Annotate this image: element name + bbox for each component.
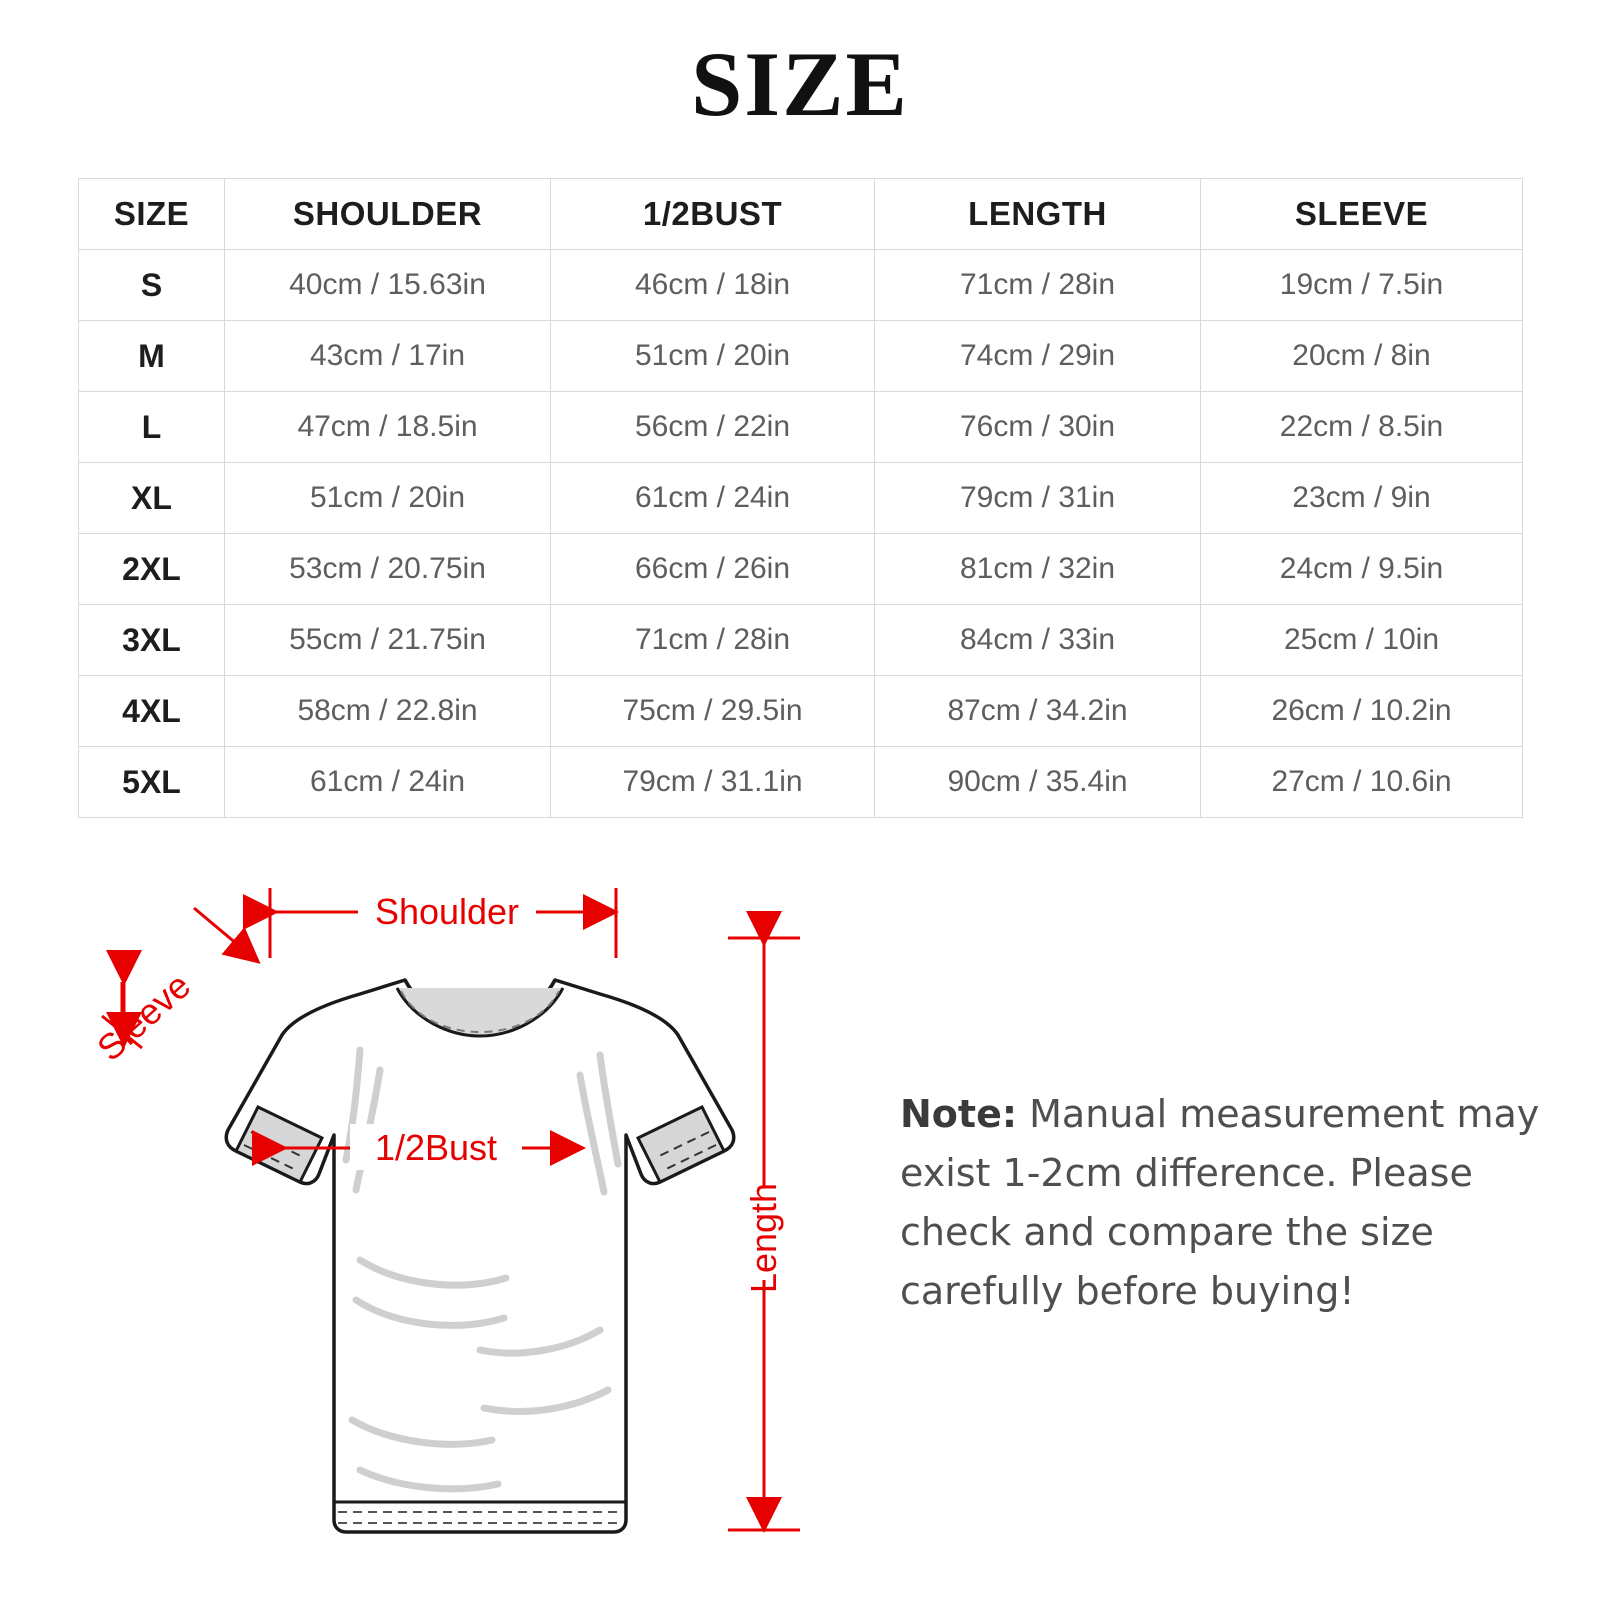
cell-sleeve: 23cm / 9in	[1201, 463, 1523, 534]
cell-bust: 71cm / 28in	[551, 605, 875, 676]
column-header-bust: 1/2BUST	[551, 179, 875, 250]
table-row	[79, 534, 1523, 605]
note-text: Manual measurement may exist 1-2cm difference. Please check and compare the size carefully before buying!	[900, 1092, 1540, 1313]
page-title: SIZE	[691, 33, 909, 135]
label-sleeve: Sleeve	[89, 964, 199, 1069]
annotation-shoulder	[270, 888, 616, 958]
cell-sleeve: 22cm / 8.5in	[1201, 392, 1523, 463]
cell-bust: 61cm / 24in	[551, 463, 875, 534]
table-row	[79, 392, 1523, 463]
column-header-sleeve: SLEEVE	[1201, 179, 1523, 250]
table-row	[79, 250, 1523, 321]
label-bust: 1/2Bust	[374, 1127, 498, 1168]
cell-length: 79cm / 31in	[875, 463, 1201, 534]
cell-size: 2XL	[79, 534, 225, 605]
table-row	[79, 463, 1523, 534]
cell-size: 4XL	[79, 676, 225, 747]
size-chart-table	[78, 178, 1523, 818]
note-block	[900, 1085, 1540, 1321]
label-shoulder: Shoulder	[374, 891, 520, 932]
cell-size: XL	[79, 463, 225, 534]
cell-sleeve: 24cm / 9.5in	[1201, 534, 1523, 605]
cell-size: S	[79, 250, 225, 321]
cell-shoulder: 61cm / 24in	[225, 747, 551, 818]
cell-shoulder: 58cm / 22.8in	[225, 676, 551, 747]
measurement-diagram	[60, 830, 860, 1570]
note-label: Note:	[900, 1092, 1018, 1136]
column-header-size: SIZE	[79, 179, 225, 250]
cell-shoulder: 40cm / 15.63in	[225, 250, 551, 321]
table-row	[79, 676, 1523, 747]
cell-length: 90cm / 35.4in	[875, 747, 1201, 818]
cell-size: M	[79, 321, 225, 392]
cell-shoulder: 53cm / 20.75in	[225, 534, 551, 605]
cell-shoulder: 47cm / 18.5in	[225, 392, 551, 463]
cell-sleeve: 27cm / 10.6in	[1201, 747, 1523, 818]
cell-sleeve: 25cm / 10in	[1201, 605, 1523, 676]
cell-shoulder: 43cm / 17in	[225, 321, 551, 392]
cell-length: 84cm / 33in	[875, 605, 1201, 676]
annotation-length	[708, 938, 820, 1530]
column-header-length: LENGTH	[875, 179, 1201, 250]
cell-length: 81cm / 32in	[875, 534, 1201, 605]
tshirt-illustration	[226, 980, 733, 1532]
cell-shoulder: 55cm / 21.75in	[225, 605, 551, 676]
cell-size: 5XL	[79, 747, 225, 818]
cell-sleeve: 26cm / 10.2in	[1201, 676, 1523, 747]
cell-sleeve: 19cm / 7.5in	[1201, 250, 1523, 321]
cell-length: 87cm / 34.2in	[875, 676, 1201, 747]
table-row	[79, 605, 1523, 676]
cell-bust: 56cm / 22in	[551, 392, 875, 463]
cell-length: 74cm / 29in	[875, 321, 1201, 392]
annotation-sleeve	[89, 908, 256, 1069]
label-length: Length	[743, 1182, 784, 1294]
cell-bust: 75cm / 29.5in	[551, 676, 875, 747]
cell-length: 76cm / 30in	[875, 392, 1201, 463]
column-header-shoulder: SHOULDER	[225, 179, 551, 250]
cell-size: 3XL	[79, 605, 225, 676]
cell-sleeve: 20cm / 8in	[1201, 321, 1523, 392]
cell-bust: 51cm / 20in	[551, 321, 875, 392]
table-row	[79, 321, 1523, 392]
cell-shoulder: 51cm / 20in	[225, 463, 551, 534]
table-row	[79, 747, 1523, 818]
cell-bust: 46cm / 18in	[551, 250, 875, 321]
table-header-row	[79, 179, 1523, 250]
cell-size: L	[79, 392, 225, 463]
cell-bust: 66cm / 26in	[551, 534, 875, 605]
cell-length: 71cm / 28in	[875, 250, 1201, 321]
cell-bust: 79cm / 31.1in	[551, 747, 875, 818]
